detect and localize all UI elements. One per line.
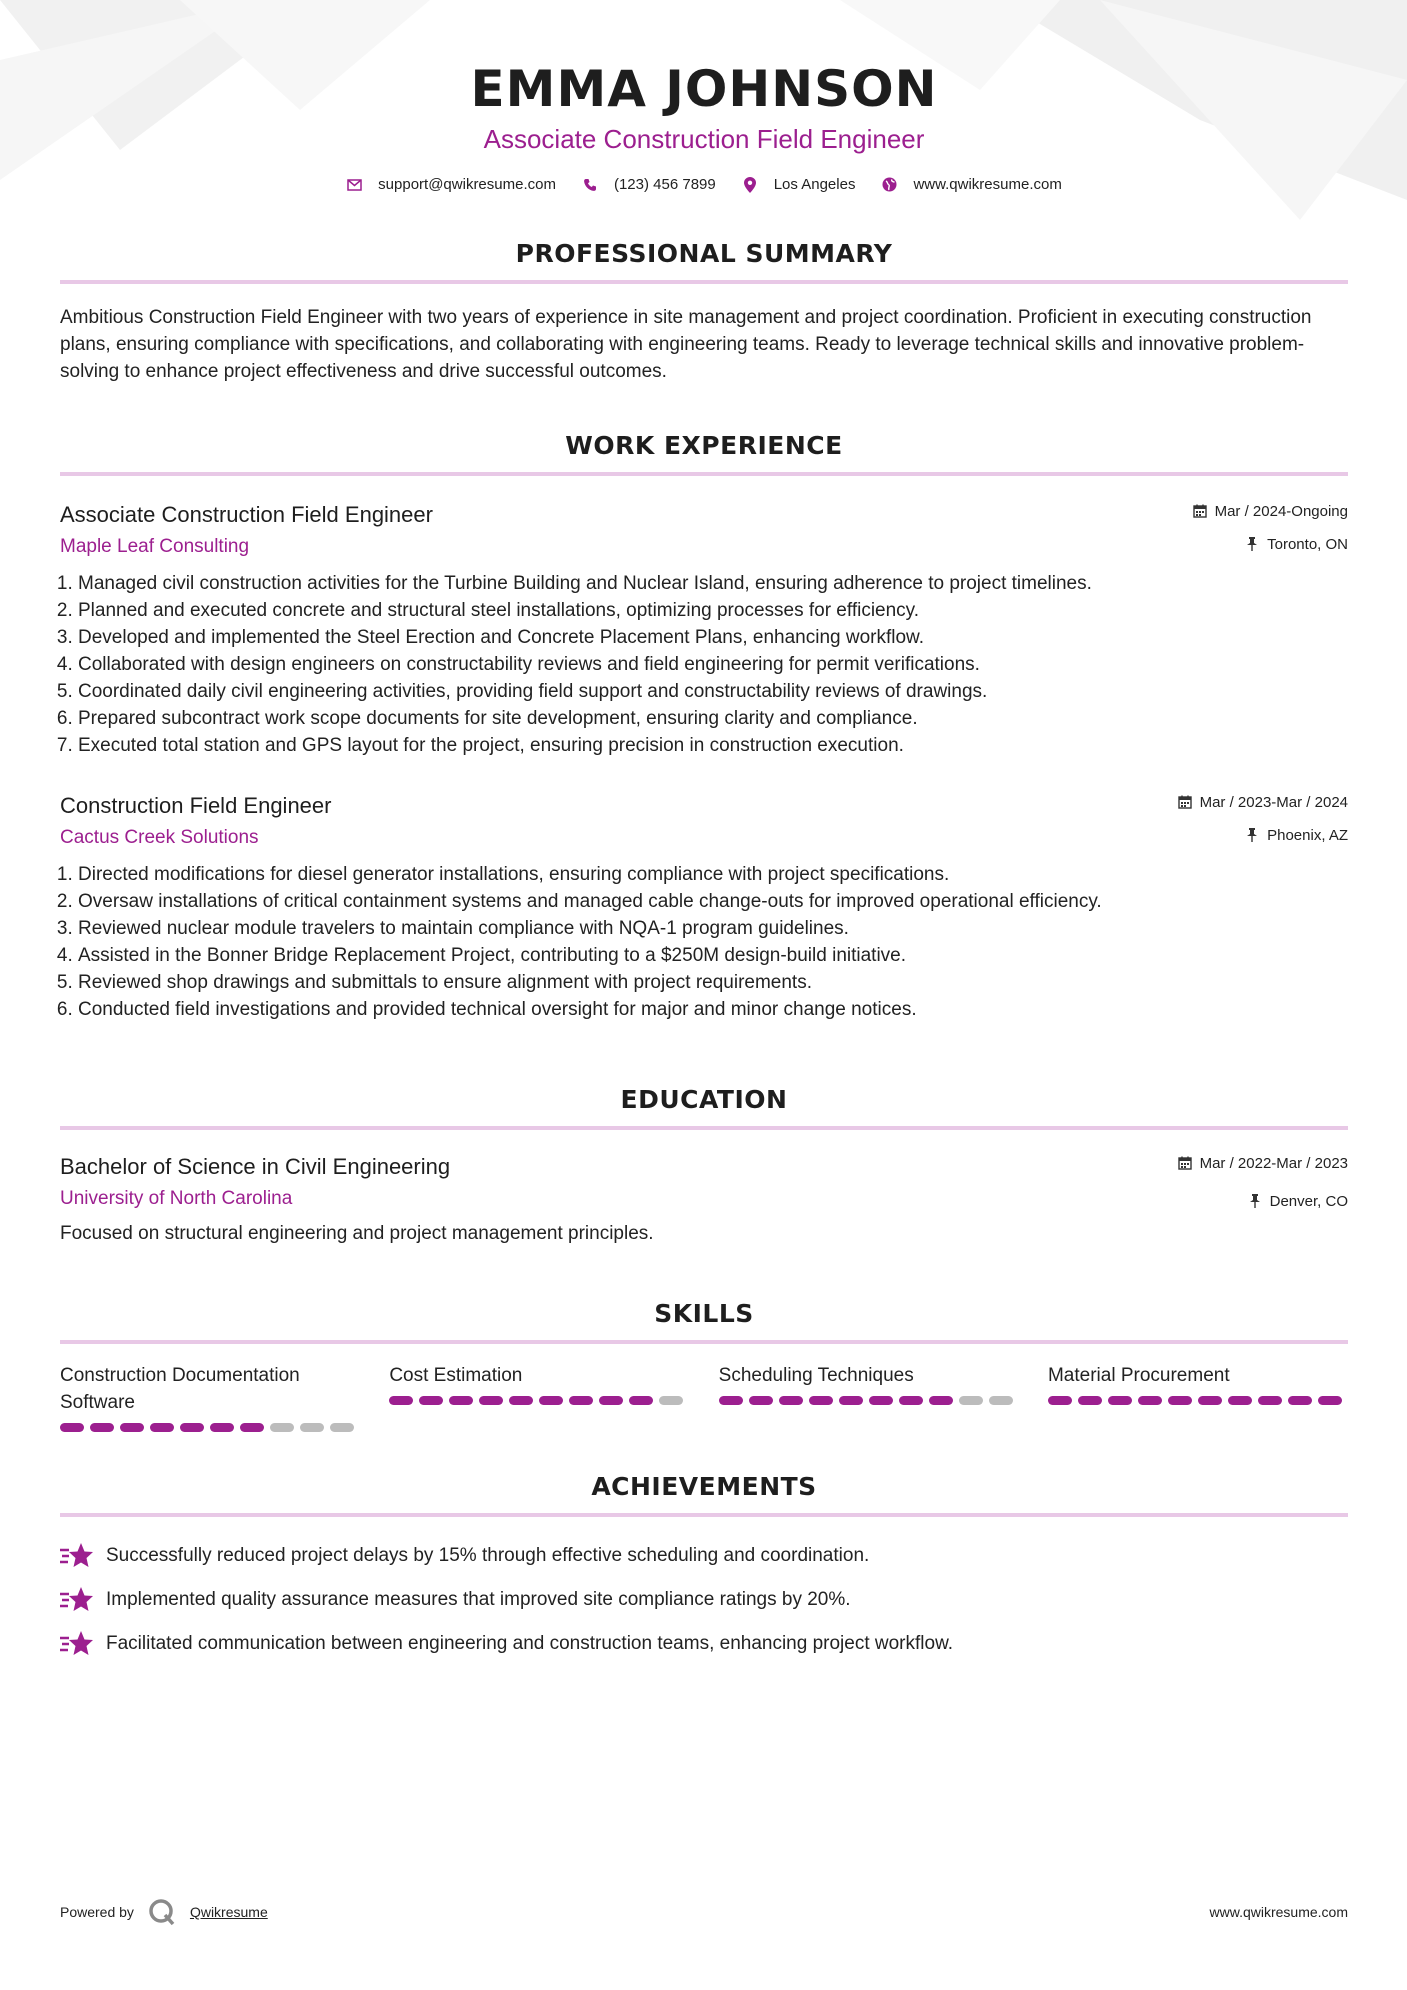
skill-segment-filled (240, 1423, 264, 1432)
contact-bar (60, 176, 1348, 193)
skill-segment-filled (60, 1423, 84, 1432)
job-dates: Mar / 2024-Ongoing (1214, 502, 1348, 520)
skill-name: Cost Estimation (389, 1365, 523, 1386)
section-divider (60, 472, 1348, 476)
skill-segment-filled (509, 1396, 533, 1405)
list-item: 4. Collaborated with design engineers on constructability reviews and field engineering for permit verifications. (78, 651, 1348, 678)
location-text: Los Angeles (773, 176, 856, 193)
skill-segment-filled (1048, 1396, 1072, 1405)
skill-segment-filled (809, 1396, 833, 1405)
skills-section (60, 1299, 1348, 1432)
list-item: 2. Planned and executed concrete and structural steel installations, optimizing processes for efficiency. (78, 597, 1348, 624)
pushpin-icon (1248, 1194, 1262, 1208)
education-dates: Mar / 2022-Mar / 2023 (1199, 1154, 1348, 1172)
skill-segment-filled (899, 1396, 923, 1405)
skill-segment-filled (1258, 1396, 1282, 1405)
summary-text: Ambitious Construction Field Engineer with two years of experience in site management and project coordination. Proficient in executing construction plans, ensuring compliance with specifications, and collaborating with engineering teams. Ready to leverage technical skills and innovative problem-solving to enhance project effectiveness and drive successful outcomes. (60, 307, 1312, 382)
summary-heading: PROFESSIONAL SUMMARY (515, 239, 893, 268)
job-bullets (60, 861, 1348, 1023)
skill-segment-filled (389, 1396, 413, 1405)
education-section (60, 1085, 1348, 1247)
contact-email[interactable] (346, 176, 556, 193)
list-item: 3. Developed and implemented the Steel Erection and Concrete Placement Plans, enhancing workflow. (78, 624, 1348, 651)
skill-name: Scheduling Techniques (718, 1365, 914, 1386)
skill-segment-filled (479, 1396, 503, 1405)
star-icon (60, 1585, 94, 1613)
phone-text: (123) 456 7899 (613, 176, 716, 193)
calendar-icon (1178, 1156, 1192, 1170)
education-entry (60, 1152, 1348, 1247)
skill-item (389, 1362, 689, 1432)
skill-item (60, 1362, 360, 1432)
skill-name: Material Procurement (1047, 1365, 1230, 1386)
envelope-icon (346, 177, 362, 193)
calendar-icon (1178, 795, 1192, 809)
skill-segment-filled (749, 1396, 773, 1405)
job-company: Cactus Creek Solutions (60, 827, 259, 848)
skill-segment-filled (150, 1423, 174, 1432)
job-location: Toronto, ON (1267, 535, 1348, 553)
skill-item (719, 1362, 1019, 1432)
skill-segment-filled (839, 1396, 863, 1405)
skill-segment-filled (1108, 1396, 1132, 1405)
achievement-text: Successfully reduced project delays by 15% through effective scheduling and coordination. (106, 1544, 870, 1566)
achievement-item (60, 1533, 1348, 1577)
skill-segment-filled (599, 1396, 623, 1405)
qwikresume-logo-icon (148, 1898, 176, 1926)
skill-segment-filled (719, 1396, 743, 1405)
skill-segment-empty (659, 1396, 683, 1405)
skill-segment-filled (629, 1396, 653, 1405)
powered-by-label: Powered by (60, 1904, 134, 1920)
contact-location (742, 176, 856, 193)
skill-segment-filled (419, 1396, 443, 1405)
calendar-icon (1193, 504, 1207, 518)
skill-segment-filled (1168, 1396, 1192, 1405)
star-icon (60, 1541, 94, 1569)
skill-segment-filled (449, 1396, 473, 1405)
skill-segment-filled (1228, 1396, 1252, 1405)
skill-segment-empty (300, 1423, 324, 1432)
skill-segment-filled (1138, 1396, 1162, 1405)
footer-website-link[interactable]: www.qwikresume.com (1209, 1904, 1348, 1920)
list-item: 2. Oversaw installations of critical containment systems and managed cable change-outs for improved operational efficiency. (78, 888, 1348, 915)
school: University of North Carolina (60, 1188, 293, 1209)
skills-grid (60, 1362, 1348, 1432)
skill-segment-empty (989, 1396, 1013, 1405)
education-heading: EDUCATION (620, 1085, 788, 1114)
list-item: 3. Reviewed nuclear module travelers to maintain compliance with NQA-1 program guidelines. (78, 915, 1348, 942)
job-bullets (60, 570, 1348, 759)
skill-name: Construction Documentation Software (60, 1365, 300, 1413)
contact-website[interactable] (881, 176, 1061, 193)
list-item: 5. Coordinated daily civil engineering activities, providing field support and constructability reviews of drawings. (78, 678, 1348, 705)
map-pin-icon (742, 177, 758, 193)
skill-segment-filled (1318, 1396, 1342, 1405)
experience-heading: WORK EXPERIENCE (565, 431, 843, 460)
candidate-name: EMMA JOHNSON (470, 60, 938, 118)
list-item: 6. Prepared subcontract work scope documents for site development, ensuring clarity and compliance. (78, 705, 1348, 732)
experience-section (60, 431, 1348, 1023)
page-footer (60, 1898, 1348, 1926)
skill-segment-filled (90, 1423, 114, 1432)
list-item: 4. Assisted in the Bonner Bridge Replacement Project, contributing to a $250M design-build initiative. (78, 942, 1348, 969)
skill-segment-empty (270, 1423, 294, 1432)
skill-segment-filled (869, 1396, 893, 1405)
job-location: Phoenix, AZ (1267, 826, 1348, 844)
skill-segment-empty (959, 1396, 983, 1405)
skill-segment-empty (330, 1423, 354, 1432)
candidate-title: Associate Construction Field Engineer (483, 124, 925, 154)
skill-level-bar (719, 1396, 1019, 1405)
list-item: 1. Managed civil construction activities for the Turbine Building and Nuclear Island, ensuring adherence to project timelines. (78, 570, 1348, 597)
skill-segment-filled (120, 1423, 144, 1432)
skill-segment-filled (1288, 1396, 1312, 1405)
skill-segment-filled (929, 1396, 953, 1405)
list-item: 1. Directed modifications for diesel generator installations, ensuring compliance with project specifications. (78, 861, 1348, 888)
job-role: Associate Construction Field Engineer (60, 502, 433, 527)
phone-icon (582, 177, 598, 193)
section-divider (60, 1126, 1348, 1130)
skill-level-bar (389, 1396, 689, 1405)
skill-segment-filled (1198, 1396, 1222, 1405)
skill-segment-filled (569, 1396, 593, 1405)
job-entry (60, 500, 1348, 759)
summary-section (60, 239, 1348, 385)
star-icon (60, 1629, 94, 1657)
achievement-text: Facilitated communication between engineering and construction teams, enhancing project workflow. (106, 1632, 954, 1654)
achievement-text: Implemented quality assurance measures that improved site compliance ratings by 20%. (106, 1588, 851, 1610)
website-text: www.qwikresume.com (913, 176, 1062, 193)
skills-heading: SKILLS (654, 1299, 754, 1328)
skill-segment-filled (180, 1423, 204, 1432)
job-company: Maple Leaf Consulting (60, 536, 250, 557)
list-item: 7. Executed total station and GPS layout for the project, ensuring precision in construction execution. (78, 732, 1348, 759)
education-location: Denver, CO (1269, 1192, 1348, 1210)
skill-level-bar (1048, 1396, 1348, 1405)
list-item: 5. Reviewed shop drawings and submittals to ensure alignment with project requirements. (78, 969, 1348, 996)
achievement-item (60, 1577, 1348, 1621)
pushpin-icon (1245, 537, 1259, 551)
resume-header (60, 0, 1348, 193)
brand-link[interactable]: Qwikresume (189, 1904, 268, 1920)
skill-segment-filled (539, 1396, 563, 1405)
job-dates: Mar / 2023-Mar / 2024 (1199, 793, 1348, 811)
job-role: Construction Field Engineer (60, 793, 332, 818)
section-divider (60, 280, 1348, 284)
skill-segment-filled (779, 1396, 803, 1405)
contact-phone[interactable] (582, 176, 716, 193)
achievement-item (60, 1621, 1348, 1665)
degree: Bachelor of Science in Civil Engineering (60, 1154, 451, 1179)
job-entry (60, 791, 1348, 1023)
section-divider (60, 1513, 1348, 1517)
achievements-section (60, 1472, 1348, 1665)
list-item: 6. Conducted field investigations and provided technical oversight for major and minor change notices. (78, 996, 1348, 1023)
resume-page (60, 0, 1348, 1665)
pushpin-icon (1245, 828, 1259, 842)
achievements-heading: ACHIEVEMENTS (591, 1472, 817, 1501)
section-divider (60, 1340, 1348, 1344)
education-note: Focused on structural engineering and project management principles. (60, 1223, 654, 1244)
skill-level-bar (60, 1423, 360, 1432)
globe-icon (881, 177, 897, 193)
skill-segment-filled (210, 1423, 234, 1432)
email-text: support@qwikresume.com (378, 176, 556, 193)
skill-segment-filled (1078, 1396, 1102, 1405)
skill-item (1048, 1362, 1348, 1432)
